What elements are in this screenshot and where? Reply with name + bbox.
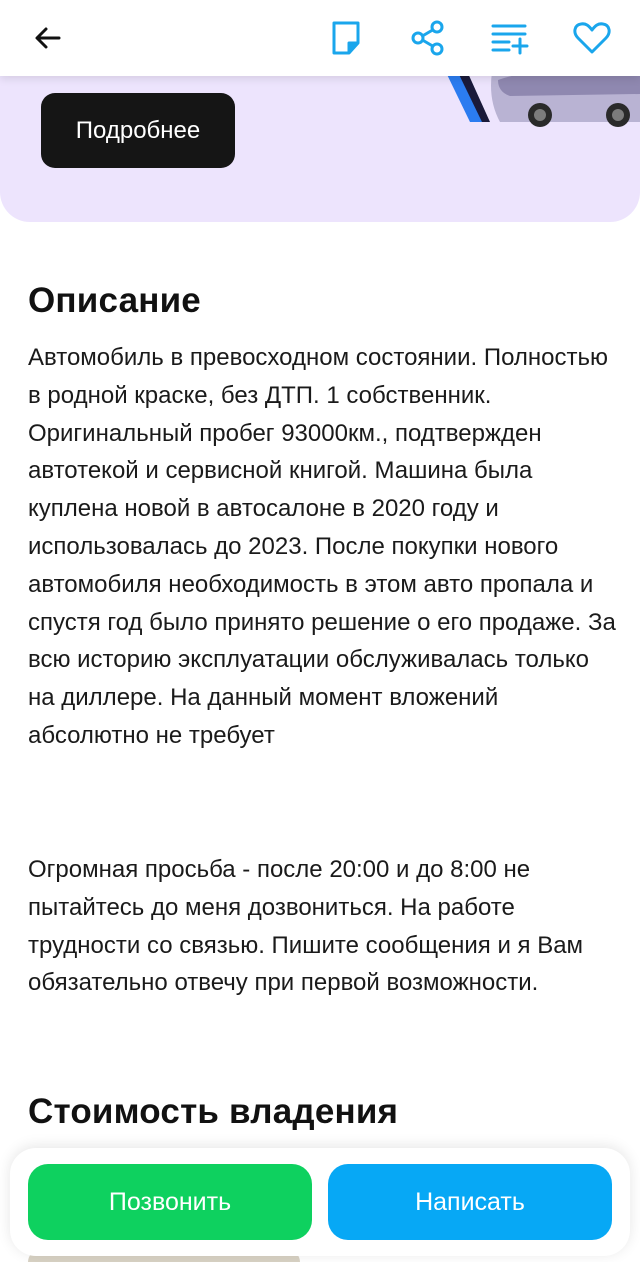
back-button[interactable] <box>18 8 78 68</box>
write-button[interactable]: Написать <box>328 1164 612 1240</box>
bottom-action-bar <box>10 1148 630 1256</box>
compare-button[interactable] <box>480 8 540 68</box>
top-app-bar <box>0 0 640 76</box>
heart-icon <box>573 21 611 55</box>
call-button[interactable]: Позвонить <box>28 1164 312 1240</box>
description-title: Описание <box>28 281 201 320</box>
description-text: Автомобиль в превосходном состоянии. Полностью в родной краске, без ДТП. 1 собственник. Оригинальный пробег 93000км., подтвержден автотекой и сервисной книгой. Машина была куплена новой в автосалоне в 2020 году и использовалась до 2023. После покупки нового автомобиля необходимость в этом авто пропала и спустя год было принято решение о его продаже. За всю историю эксплуатации обслуживалась только на диллере. На данный момент вложений абсолютно не требует <box>28 344 616 749</box>
compare-list-icon <box>491 21 529 55</box>
note-button[interactable] <box>316 8 376 68</box>
note-icon <box>329 20 363 56</box>
ownership-cost-title: Стоимость владения <box>28 1092 399 1131</box>
more-details-button[interactable]: Подробнее <box>41 93 235 168</box>
share-button[interactable] <box>398 8 458 68</box>
arrow-left-icon <box>32 22 64 54</box>
share-icon <box>410 20 446 56</box>
contact-note-text: Огромная просьба - после 20:00 и до 8:00 не пытайтесь до меня дозвониться. На работе трудности со связью. Пишите сообщения и я Вам обязательно отвечу при первой возможности. <box>28 856 584 997</box>
favorite-button[interactable] <box>562 8 622 68</box>
